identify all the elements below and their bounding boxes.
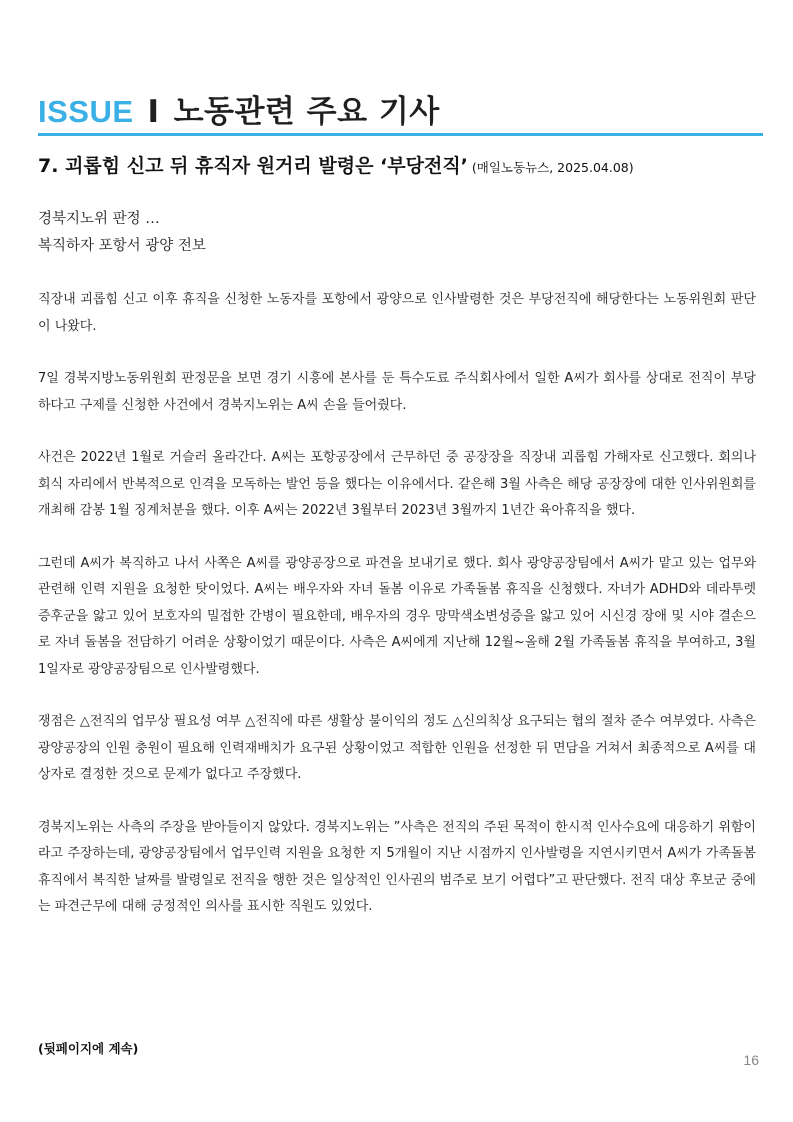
subheading: 경북지노위 판정 …	[38, 211, 160, 227]
header-separator: I	[147, 94, 160, 130]
issue-label: ISSUE	[38, 94, 134, 129]
paragraph: 직장내 괴롭힘 신고 이후 휴직을 신청한 노동자를 포항에서 광양으로 인사발령한 것은 부당전직에 해당한다는 노동위원회 판단이 나왔다.	[38, 292, 756, 334]
article-title-line	[38, 151, 634, 178]
paragraph: 경북지노위는 사측의 주장을 받아들이지 않았다. 경북지노위는 ”사측은 전직의 주된 목적이 한시적 인사수요에 대응하기 위함이라고 주장하는데, 광양공장팀에서 업무인력 지원을 요청한 지 5개월이 지난 시점까지 인사발령을 지연시키면서 A씨가 가족돌봄휴직에서 복직한 날짜를 발령일로 전직을 행한 것은 일상적인 인사권의 범주로 보기 어렵다”고 판단했다. 전직 대상 후보군 중에는 파견근무에 대해 긍정적인 의사를 표시한 직원도 있었다.	[38, 819, 756, 914]
article-body	[38, 287, 756, 947]
article-title: 7. 괴롭힘 신고 뒤 휴직자 원거리 발령은 ‘부당전직’	[38, 155, 468, 177]
paragraph: 쟁점은 △전직의 업무상 필요성 여부 △전직에 따른 생활상 불이익의 정도 △신의칙상 요구되는 협의 절차 준수 여부였다. 사측은 광양공장의 인원 충원이 필요해 인력재배치가 요구된 상황이었고 적합한 인원을 선정한 뒤 면담을 거쳐서 최종적으로 A씨를 대상자로 결정한 것으로 문제가 없다고 주장했다.	[38, 714, 756, 782]
continued-note: (뒷페이지에 계속)	[38, 1041, 139, 1056]
section-header	[38, 86, 440, 131]
article-source: (매일노동뉴스, 2025.04.08)	[471, 160, 634, 175]
paragraph: 그런데 A씨가 복직하고 나서 사쪽은 A씨를 광양공장으로 파견을 보내기로 했다. 회사 광양공장팀에서 A씨가 맡고 있는 업무와 관련해 인력 지원을 요청한 탓이었다. A씨는 배우자와 자녀 돌봄 이유로 가족돌봄 휴직을 신청했다. 자녀가 ADHD와 데라투렛증후군을 앓고 있어 보호자의 밀접한 간병이 필요한데, 배우자의 경우 망막색소변성증을 앓고 있어 시신경 장애 및 시야 결손으로 자녀 돌봄을 전담하기 어려운 상황이었기 때문이다. 사측은 A씨에게 지난해 12월~올해 2월 가족돌봄 휴직을 부여하고, 3월1일자로 광양공장팀으로 인사발령했다.	[38, 555, 756, 677]
header-divider	[38, 133, 763, 136]
subheading: 복직하자 포항서 광양 전보	[38, 238, 206, 254]
paragraph: 7일 경북지방노동위원회 판정문을 보면 경기 시흥에 본사를 둔 특수도료 주식회사에서 일한 A씨가 회사를 상대로 전직이 부당하다고 구제를 신청한 사건에서 경북지노위는 A씨 손을 들어줬다.	[38, 371, 756, 413]
section-title: 노동관련 주요 기사	[173, 94, 440, 130]
paragraph: 사건은 2022년 1월로 거슬러 올라간다. A씨는 포항공장에서 근무하던 중 공장장을 직장내 괴롭힘 가해자로 신고했다. 회의나 회식 자리에서 반복적으로 인격을 모독하는 발언 등을 했다는 이유에서다. 같은해 3월 사측은 해당 공장장에 대한 인사위원회를 개최해 감봉 1월 징계처분을 했다. 이후 A씨는 2022년 3월부터 2023년 3월까지 1년간 육아휴직을 했다.	[38, 450, 756, 518]
article-subheadings	[38, 206, 206, 260]
page-number: 16	[743, 1052, 759, 1068]
